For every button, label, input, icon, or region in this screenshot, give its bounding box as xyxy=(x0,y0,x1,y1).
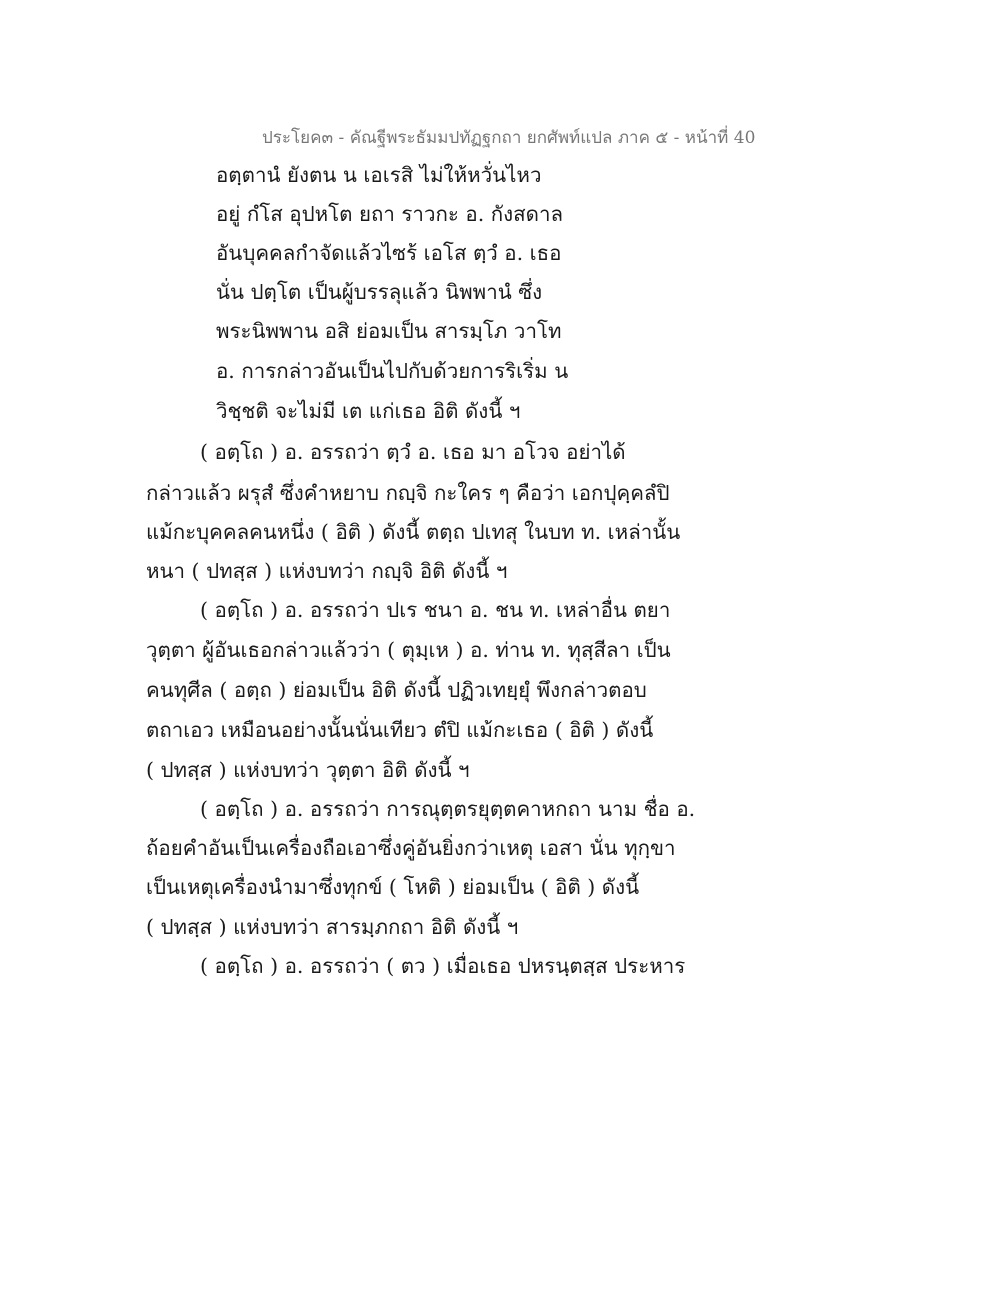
text-line: อยู่ กํโส อุปหโต ยถา ราวกะ อ. กังสดาล xyxy=(216,202,564,226)
text-line: หนา ( ปทสฺส ) แห่งบทว่า กญฺจิ อิติ ดังนี้ ฯ xyxy=(146,559,508,583)
text-line: พระนิพพาน อสิ ย่อมเป็น สารมฺโภ วาโท xyxy=(216,319,562,343)
text-line: คนทุศีล ( อตฺถ ) ย่อมเป็น อิติ ดังนี้ ปฏิวเทยฺยุํ พึงกล่าวตอบ xyxy=(146,678,647,702)
text-line: วิชฺชติ จะไม่มี เต แก่เธอ อิติ ดังนี้ ฯ xyxy=(216,399,521,423)
text-line: ถ้อยคำอันเป็นเครื่องถือเอาซึ่งคู่อันยิ่งกว่าเหตุ เอสา นั่น ทุกฺขา xyxy=(146,836,676,860)
text-line: เป็นเหตุเครื่องนำมาซึ่งทุกข์ ( โหติ ) ย่อมเป็น ( อิติ ) ดังนี้ xyxy=(146,875,640,899)
text-line: อันบุคคลกำจัดแล้วไซร้ เอโส ตฺวํ อ. เธอ xyxy=(216,241,562,265)
text-line: แม้กะบุคคลคนหนึ่ง ( อิติ ) ดังนี้ ตตฺถ ปเทสุ ในบท ท. เหล่านั้น xyxy=(146,520,681,544)
text-line: อตฺตานํ ยังตน น เอเรสิ ไม่ให้หวั่นไหว xyxy=(216,163,542,187)
text-line: ( ปทสฺส ) แห่งบทว่า วุตฺตา อิติ ดังนี้ ฯ xyxy=(146,758,470,782)
text-line: ( อตฺโถ ) อ. อรรถว่า ปเร ชนา อ. ชน ท. เหล่าอื่น ตยา xyxy=(200,598,671,622)
text-line: กล่าวแล้ว ผรุสํ ซึ่งคำหยาบ กญฺจิ กะใคร ๆ คือว่า เอกปุคฺคลํปิ xyxy=(146,481,670,505)
text-line: วุตฺตา ผู้อันเธอกล่าวแล้วว่า ( ตุมฺเห ) อ. ท่าน ท. ทุสฺสีลา เป็น xyxy=(146,638,671,662)
text-line: นั่น ปตฺโต เป็นผู้บรรลุแล้ว นิพพานํ ซึ่ง xyxy=(216,280,543,304)
text-line: อ. การกล่าวอันเป็นไปกับด้วยการริเริ่ม น xyxy=(216,359,569,383)
text-line: ตถาเอว เหมือนอย่างนั้นนั่นเทียว ตํปิ แม้กะเธอ ( อิติ ) ดังนี้ xyxy=(146,718,654,742)
text-line: ( ปทสฺส ) แห่งบทว่า สารมฺภกถา อิติ ดังนี้ ฯ xyxy=(146,915,519,939)
text-line: ( อตฺโถ ) อ. อรรถว่า การณุตฺตรยุตฺตคาหกถา นาม ชื่อ อ. xyxy=(200,797,696,821)
text-line: ( อตฺโถ ) อ. อรรถว่า ( ตว ) เมื่อเธอ ปหรนฺตสฺส ประหาร xyxy=(200,954,686,978)
page-header: ประโยค๓ - คัณฐีพระธัมมปทัฏฐกถา ยกศัพท์แปล ภาค ๕ - หน้าที่ 40 xyxy=(262,128,756,148)
text-line: ( อตฺโถ ) อ. อรรถว่า ตฺวํ อ. เธอ มา อโวจ อย่าได้ xyxy=(200,440,626,464)
